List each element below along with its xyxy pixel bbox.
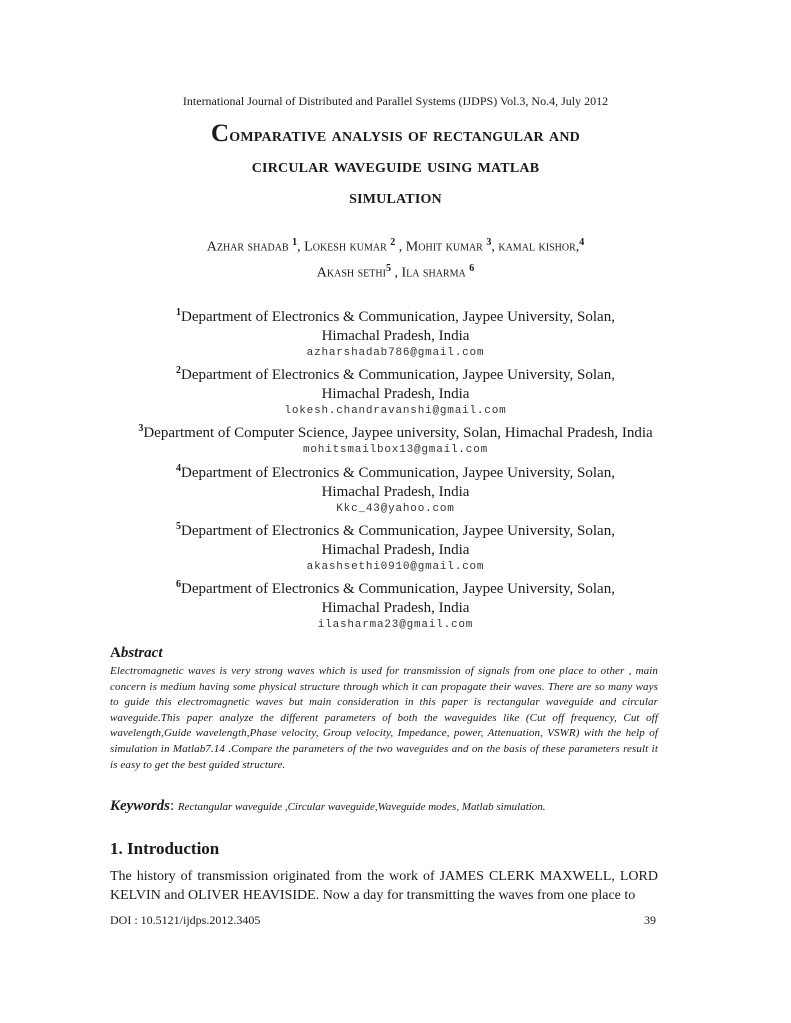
affiliation-location: Himachal Pradesh, India [321, 386, 470, 402]
affiliation-text: Department of Electronics & Communication, Jaypee University, Solan, [181, 465, 615, 481]
abstract-body: Electromagnetic waves is very strong waves which is used for transmission of signals from one place to other , main concern is medium having some physical structure through which it can propagate their waves. There are so many ways to guide this electromagnetic waves but main consideration in this paper is rectangular waveguide and circular waveguide.This paper analyze the different parameters of both the waveguides like (Cut off frequency, Cut off wavelength,Guide wavelength,Phase velocity, Group velocity, Impedance, power, Attenuation, VSWR) with the help of simulation in Matlab7.14 .Compare the parameters of the two waveguides and on the basis of these parameters result it is easy to get the best guided structure. [110, 665, 658, 771]
keywords-label: Keywords [110, 798, 170, 814]
affiliation-dept-line [0, 419, 791, 443]
affiliation-location: Himachal Pradesh, India [321, 484, 470, 500]
introduction-body: The history of transmission originated from the work of JAMES CLERK MAXWELL, LORD KELVIN and OLIVER HEAVISIDE. Now a day for transmitting the waves from one place to [110, 869, 658, 903]
affiliation-text: Department of Electronics & Communication, Jaypee University, Solan, [181, 581, 615, 597]
affiliation-email[interactable]: mohitsmailbox13@gmail.com [302, 444, 489, 456]
author-name: Akash sethi [316, 265, 386, 281]
affiliation-number: 2 [176, 365, 182, 376]
title-line-1 [90, 118, 701, 151]
affiliation-text: Department of Electronics & Communication, Jaypee University, Solan, [181, 523, 615, 539]
author-separator: , [395, 239, 406, 255]
author-affil-number: 6 [469, 262, 475, 274]
journal-header: International Journal of Distributed and Parallel Systems (IJDPS) Vol.3, No.4, July 2012 [182, 94, 609, 108]
affiliation-5 [0, 517, 791, 574]
author-separator: , [297, 239, 305, 255]
affiliation-6 [0, 575, 791, 632]
keywords-text: Rectangular waveguide ,Circular waveguide,Waveguide modes, Matlab simulation. [177, 801, 546, 813]
title-line-2: circular waveguide using matlab [251, 155, 540, 177]
author-affil-number: 4 [579, 237, 585, 248]
affiliation-number: 5 [176, 521, 182, 532]
affiliation-email[interactable]: akashsethi0910@gmail.com [306, 561, 485, 573]
paper-title [90, 118, 701, 213]
affiliation-number: 6 [176, 579, 182, 590]
affiliation-dept-line [0, 575, 791, 599]
author-separator: , [390, 265, 402, 281]
section-heading-introduction: 1. Introduction [110, 839, 220, 858]
affiliation-location: Himachal Pradesh, India [321, 542, 470, 558]
affiliation-number: 3 [138, 423, 144, 434]
affiliation-dept-line [0, 459, 791, 483]
affiliation-number: 4 [176, 463, 182, 474]
keywords-section [110, 798, 670, 815]
author-name: Ila sharma [401, 265, 466, 281]
affiliation-4 [0, 459, 791, 516]
page-number: 39 [644, 913, 656, 927]
affiliation-dept-line [0, 517, 791, 541]
affiliation-2 [0, 361, 791, 418]
affiliation-dept-line [0, 361, 791, 385]
affiliation-1 [0, 303, 791, 360]
author-name: Lokesh kumar [304, 239, 387, 255]
affiliation-text: Department of Electronics & Communication, Jaypee University, Solan, [181, 367, 615, 383]
affiliation-email[interactable]: azharshadab786@gmail.com [306, 347, 485, 359]
title-line-1-rest: omparative analysis of rectangular and [229, 124, 580, 146]
affiliation-dept-line [0, 303, 791, 327]
title-line-3: simulation [349, 186, 442, 208]
affiliation-3 [0, 419, 791, 457]
affiliation-text: Department of Electronics & Communication, Jaypee University, Solan, [181, 309, 615, 325]
abstract-heading-initial: A [110, 645, 121, 661]
author-separator: , [491, 239, 499, 255]
author-affil-number: 5 [385, 262, 391, 274]
affiliation-email[interactable]: Kkc_43@yahoo.com [336, 503, 455, 515]
author-affil-number: 2 [390, 237, 396, 248]
affiliation-email[interactable]: ilasharma23@gmail.com [317, 619, 474, 631]
affiliation-number: 1 [176, 307, 182, 318]
keywords-colon: : [170, 798, 178, 814]
footer-doi: DOI : 10.5121/ijdps.2012.3405 [110, 913, 261, 927]
author-name: Mohit kumar [405, 239, 483, 255]
author-list [60, 232, 731, 283]
abstract-heading-rest: bstract [120, 645, 163, 661]
title-initial: C [211, 120, 230, 147]
author-name: Azhar shadab [206, 239, 289, 255]
author-line-1 [60, 232, 731, 258]
author-affil-number: 3 [486, 237, 492, 248]
author-line-2 [60, 258, 731, 284]
abstract-heading [110, 645, 163, 662]
affiliation-text: Department of Computer Science, Jaypee university, Solan, Himachal Pradesh, India [143, 425, 653, 441]
author-name: kamal kishor, [498, 239, 580, 255]
affiliation-email[interactable]: lokesh.chandravanshi@gmail.com [284, 405, 507, 417]
author-affil-number: 1 [292, 237, 298, 248]
affiliation-location: Himachal Pradesh, India [321, 328, 470, 344]
affiliation-location: Himachal Pradesh, India [321, 600, 470, 616]
